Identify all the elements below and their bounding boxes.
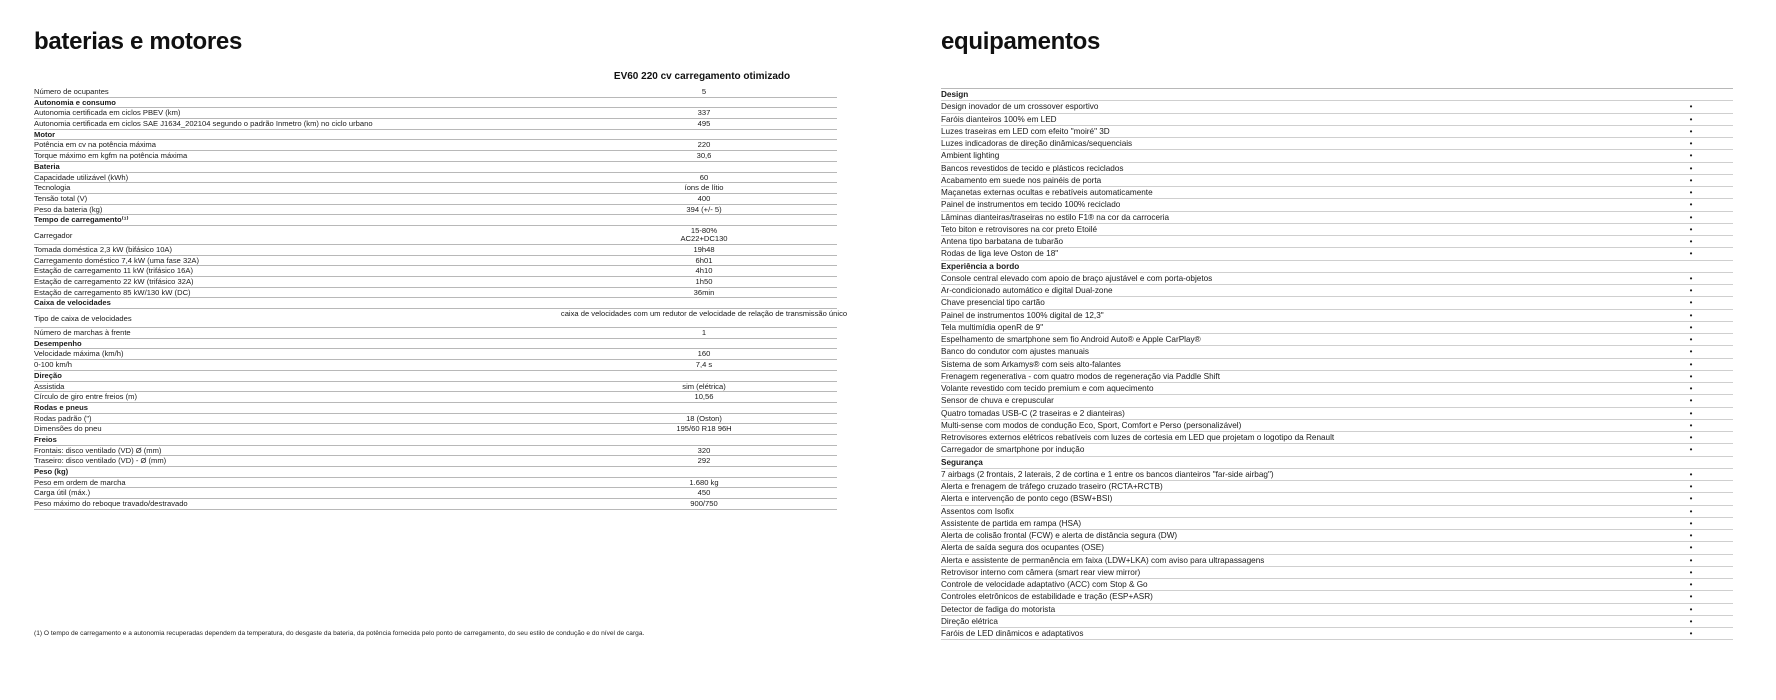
equipment-label: Faróis dianteiros 100% em LED [941,114,1057,124]
equipment-label: Alerta de saída segura dos ocupantes (OSE) [941,543,1104,553]
availability-bullet-icon: • [1689,506,1693,516]
equipment-label: Multi-sense com modos de condução Eco, Sport, Comfort e Perso (personalizável) [941,420,1242,430]
availability-bullet-icon: • [1689,286,1693,295]
spec-label: 0-100 km/h [34,360,72,370]
spec-value: 36min [693,287,715,297]
spec-section-header [34,298,837,309]
spec-value: 900/750 [690,499,718,509]
equipment-label: Volante revestido com tecido premium e com aquecimento [941,384,1154,393]
availability-bullet-icon: • [1689,567,1693,577]
equipment-row [941,138,1733,150]
spec-section-header [34,371,837,382]
spec-value: 19h48 [693,244,715,254]
spec-label: Carregador [34,230,73,240]
equipment-label: Painel de instrumentos em tecido 100% reciclado [941,200,1121,210]
spec-label: Peso máximo do reboque travado/destravado [34,499,188,509]
availability-bullet-icon: • [1689,445,1693,455]
spec-label: Peso em ordem de marcha [34,477,126,487]
availability-bullet-icon: • [1689,580,1693,589]
availability-bullet-icon: • [1689,555,1693,565]
spec-label: Tipo de caixa de velocidades [34,314,132,324]
availability-bullet-icon: • [1689,126,1693,136]
availability-bullet-icon: • [1689,359,1693,369]
spec-label: Autonomia certificada em ciclos SAE J1634_202104 segundo o padrão Inmetro (km) no ciclo urbano [34,119,373,129]
spec-row [34,446,837,457]
spec-label: Assistida [34,381,65,391]
section-label: Design [941,90,969,99]
equipment-row [941,408,1733,420]
spec-value: 220 [697,140,711,150]
equipment-label: Luzes indicadoras de direção dinâmicas/sequenciais [941,139,1133,148]
spec-row [34,140,837,151]
availability-bullet-icon: • [1689,249,1693,259]
section-label: Segurança [941,457,983,467]
spec-row [34,151,837,162]
availability-bullet-icon: • [1689,592,1693,602]
equipment-row [941,126,1733,138]
availability-bullet-icon: • [1689,408,1693,418]
spec-value: 1h50 [695,277,713,286]
equipment-label: Retrovisores externos elétricos rebatíveis com luzes de cortesia em LED que projetam o logotipo da Renault [941,433,1335,442]
equipment-row [941,310,1733,322]
spec-value-line: 15-80% [690,225,718,235]
spec-label: Rodas padrão (") [34,413,92,423]
spec-column-header [34,71,837,86]
spec-label: Número de ocupantes [34,87,109,96]
equipment-label: Controle de velocidade adaptativo (ACC) com Stop & Go [941,580,1148,589]
section-label: Desempenho [34,338,82,348]
availability-bullet-icon: • [1689,273,1693,283]
spec-label: Tomada doméstica 2,3 kW (bifásico 10A) [34,244,173,254]
equipment-row [941,187,1733,199]
spec-row [34,277,837,288]
spec-value: 450 [697,488,711,498]
spec-label: Tecnologia [34,183,71,193]
equipment-label: Direção elétrica [941,616,998,626]
equipment-label: Teto biton e retrovisores na cor preto Etoilé [941,224,1098,234]
equipment-row [941,579,1733,591]
equipment-label: Console central elevado com apoio de braço ajustável e com porta-objetos [941,273,1213,283]
section-label: Caixa de velocidades [34,298,111,308]
equipment-label: Banco do condutor com ajustes manuais [941,347,1089,357]
page-title-equipment: equipamentos [941,28,1101,55]
equipment-label: Acabamento em suede nos painéis de porta [941,175,1102,185]
equipment-row [941,616,1733,628]
availability-bullet-icon: • [1689,604,1693,614]
availability-bullet-icon: • [1689,433,1693,442]
availability-bullet-icon: • [1689,629,1693,638]
equipment-row [941,285,1733,297]
availability-bullet-icon: • [1689,139,1693,148]
equipment-row [941,555,1733,567]
spec-row [34,194,837,205]
equipment-row [941,248,1733,260]
spec-section-header [34,339,837,350]
equipment-row [941,114,1733,126]
equipment-section-header [941,457,1733,469]
equipment-row [941,604,1733,616]
spec-value: 337 [697,108,711,118]
spec-row [34,288,837,299]
equipment-row [941,150,1733,162]
equipment-row [941,199,1733,211]
equipment-row [941,236,1733,248]
spec-section-header [34,130,837,141]
equipment-row [941,322,1733,334]
spec-row [34,108,837,119]
equipment-row [941,273,1733,285]
spec-value: 292 [697,456,711,466]
spec-row [34,87,837,98]
equipment-label: Retrovisor interno com câmera (smart rear view mirror) [941,567,1141,577]
equipment-label: Frenagem regenerativa - com quatro modos de regeneração via Paddle Shift [941,371,1220,381]
equipment-label: Luzes traseiras em LED com efeito "moiré" 3D [941,126,1110,136]
spec-value: 10,56 [694,392,714,402]
equipment-table [941,88,1733,640]
availability-bullet-icon: • [1689,298,1693,308]
spec-value: 400 [697,193,711,203]
availability-bullet-icon: • [1689,175,1693,185]
spec-label: Estação de carregamento 85 kW/130 kW (DC) [34,287,191,297]
spec-value: 495 [697,119,711,129]
spec-section-header [34,162,837,173]
spec-label: Peso da bateria (kg) [34,204,103,214]
availability-bullet-icon: • [1689,212,1693,222]
availability-bullet-icon: • [1689,420,1693,430]
equipment-label: Sistema de som Arkamys® com seis alto-falantes [941,359,1121,369]
equipment-row [941,163,1733,175]
spec-section-header [34,215,837,226]
section-label: Freios [34,434,57,444]
spec-label: Velocidade máxima (km/h) [34,349,124,359]
equipment-row [941,591,1733,603]
spec-section-header [34,98,837,109]
availability-bullet-icon: • [1689,335,1693,344]
availability-bullet-icon: • [1689,518,1693,528]
spec-label: Frontais: disco ventilado (VD) Ø (mm) [34,445,162,455]
availability-bullet-icon: • [1689,616,1693,626]
equipment-row [941,506,1733,518]
equipment-row [941,628,1733,640]
spec-value: 1 [701,328,707,338]
equipment-label: Sensor de chuva e crepuscular [941,396,1054,406]
availability-bullet-icon: • [1689,322,1693,332]
spec-value: 5 [701,87,707,96]
equipment-label: Antena tipo barbatana de tubarão [941,237,1064,246]
spec-label: Potência em cv na potência máxima [34,140,156,150]
equipment-row [941,395,1733,407]
spec-label: Capacidade utilizável (kWh) [34,172,129,182]
equipment-label: Maçanetas externas ocultas e rebatíveis automaticamente [941,188,1153,197]
equipment-label: 7 airbags (2 frontais, 2 laterais, 2 de cortina e 1 entre os bancos dianteiros "far-side airbag") [941,469,1274,479]
spec-row [34,226,837,245]
spec-value: caixa de velocidades com um redutor de velocidade de relação de transmissão único [560,309,848,319]
spec-label: Traseiro: disco ventilado (VD) - Ø (mm) [34,456,167,466]
spec-row [34,392,837,403]
equipment-row [941,212,1733,224]
equipment-label: Carregador de smartphone por indução [941,445,1085,455]
equipment-label: Alerta de colisão frontal (FCW) e alerta de distância segura (DW) [941,531,1178,540]
spec-row [34,119,837,130]
equipment-label: Assentos com Isofix [941,506,1014,516]
equipment-label: Alerta e intervenção de ponto cego (BSW+BSI) [941,494,1113,504]
spec-row [34,488,837,499]
equipment-row [941,481,1733,493]
availability-bullet-icon: • [1689,237,1693,246]
equipment-label: Design inovador de um crossover esportivo [941,102,1099,112]
equipment-row [941,567,1733,579]
equipment-row [941,420,1733,432]
spec-section-header [34,435,837,446]
spec-value [504,227,904,244]
equipment-row [941,383,1733,395]
spec-row [34,499,837,510]
spec-value: 394 (+/- 5) [686,204,722,214]
spec-row [34,382,837,393]
equipment-row [941,346,1733,358]
availability-bullet-icon: • [1689,469,1693,479]
spec-section-header [34,403,837,414]
spec-label: Tensão total (V) [34,193,88,203]
section-label: Rodas e pneus [34,402,89,412]
equipment-label: Painel de instrumentos 100% digital de 12,3" [941,310,1104,320]
equipment-section-header [941,89,1733,101]
section-label: Direção [34,370,62,380]
spec-section-header [34,467,837,478]
section-label: Autonomia e consumo [34,97,116,107]
availability-bullet-icon: • [1689,224,1693,234]
availability-bullet-icon: • [1689,163,1693,173]
section-label: Tempo de carregamento⁽¹⁾ [34,215,129,225]
spec-value: 18 (Oston) [686,413,722,423]
spec-value: 6h01 [695,255,713,265]
section-label: Experiência a bordo [941,261,1020,271]
equipment-row [941,530,1733,542]
spec-label: Carregamento doméstico 7,4 kW (uma fase 32A) [34,255,200,265]
section-label: Motor [34,129,56,139]
equipment-row [941,542,1733,554]
equipment-label: Alerta e assistente de permanência em faixa (LDW+LKA) com aviso para ultrapassagens [941,555,1265,565]
equipment-label: Controles eletrônicos de estabilidade e tração (ESP+ASR) [941,592,1153,602]
spec-row [34,256,837,267]
equipment-label: Rodas de liga leve Oston de 18" [941,249,1059,259]
spec-row [34,360,837,371]
spec-value: 195/60 R18 96H [676,424,732,434]
spec-value: 60 [699,172,709,182]
spec-row [34,349,837,360]
equipment-row [941,359,1733,371]
page-title-batteries: baterias e motores [34,28,243,55]
equipment-label: Alerta e frenagem de tráfego cruzado traseiro (RCTA+RCTB) [941,482,1163,491]
spec-label: Estação de carregamento 11 kW (trifásico 16A) [34,266,193,276]
spec-label: Círculo de giro entre freios (m) [34,392,137,402]
equipment-section-header [941,261,1733,273]
equipment-row [941,444,1733,456]
availability-bullet-icon: • [1689,310,1693,320]
equipment-row [941,101,1733,113]
spec-row [34,328,837,339]
spec-value: 4h10 [695,266,713,276]
equipment-label: Chave presencial tipo cartão [941,298,1045,308]
availability-bullet-icon: • [1689,494,1693,504]
spec-row [34,266,837,277]
spec-value: 160 [697,349,711,359]
availability-bullet-icon: • [1689,482,1693,491]
equipment-row [941,371,1733,383]
spec-row [34,245,837,256]
availability-bullet-icon: • [1689,384,1693,393]
availability-bullet-icon: • [1689,102,1693,112]
equipment-label: Faróis de LED dinâmicos e adaptativos [941,629,1084,638]
equipment-label: Quatro tomadas USB-C (2 traseiras e 2 dianteiras) [941,408,1125,418]
spec-row [34,478,837,489]
availability-bullet-icon: • [1689,347,1693,357]
spec-value-line: AC22+DC130 [680,234,728,244]
spec-row [34,456,837,467]
spec-value: 30,6 [696,151,712,161]
spec-value: íons de lítio [684,183,724,193]
availability-bullet-icon: • [1689,543,1693,553]
availability-bullet-icon: • [1689,531,1693,540]
spec-row [34,205,837,216]
spec-table [34,87,848,510]
availability-bullet-icon: • [1689,371,1693,381]
section-label: Peso (kg) [34,467,69,476]
equipment-row [941,432,1733,444]
section-label: Bateria [34,161,60,171]
equipment-row [941,175,1733,187]
equipment-label: Ambient lighting [941,151,1000,161]
availability-bullet-icon: • [1689,151,1693,161]
equipment-label: Tela multimídia openR de 9" [941,322,1044,332]
equipment-label: Bancos revestidos de tecido e plásticos reciclados [941,163,1124,173]
spec-label: Dimensões do pneu [34,424,102,434]
equipment-label: Lâminas dianteiras/traseiras no estilo F1® na cor da carroceria [941,212,1170,222]
equipment-row [941,297,1733,309]
spec-row [34,424,837,435]
spec-row [34,414,837,425]
equipment-row [941,518,1733,530]
equipment-label: Assistente de partida em rampa (HSA) [941,518,1082,528]
availability-bullet-icon: • [1689,114,1693,124]
spec-row [34,309,848,328]
equipment-label: Espelhamento de smartphone sem fio Android Auto® e Apple CarPlay® [941,335,1201,344]
spec-label: Número de marchas à frente [34,328,131,338]
equipment-row [941,334,1733,346]
spec-row [34,183,837,194]
equipment-row [941,493,1733,505]
spec-row [34,173,837,184]
equipment-row [941,469,1733,481]
equipment-label: Ar-condicionado automático e digital Dual-zone [941,286,1113,295]
spec-label: Torque máximo em kgfm na potência máxima [34,151,188,161]
spec-label: Estação de carregamento 22 kW (trifásico 32A) [34,277,194,286]
spec-label: Carga útil (máx.) [34,488,91,498]
availability-bullet-icon: • [1689,396,1693,406]
availability-bullet-icon: • [1689,188,1693,197]
spec-value: 1.680 kg [689,477,719,487]
footnote: (1) O tempo de carregamento e a autonomia recuperadas dependem da temperatura, do desgaste da bateria, da potência fornecida pelo ponto de carregamento, do seu estilo de condução e do nível de carga. [34,630,645,637]
spec-value: 7,4 s [695,360,713,370]
version-column-title: EV60 220 cv carregamento otimizado [613,71,791,82]
spec-value: 320 [697,445,711,455]
availability-bullet-icon: • [1689,200,1693,210]
equipment-label: Detector de fadiga do motorista [941,604,1056,614]
spec-value: sim (elétrica) [682,381,726,391]
equipment-row [941,224,1733,236]
spec-label: Autonomia certificada em ciclos PBEV (km) [34,108,181,118]
